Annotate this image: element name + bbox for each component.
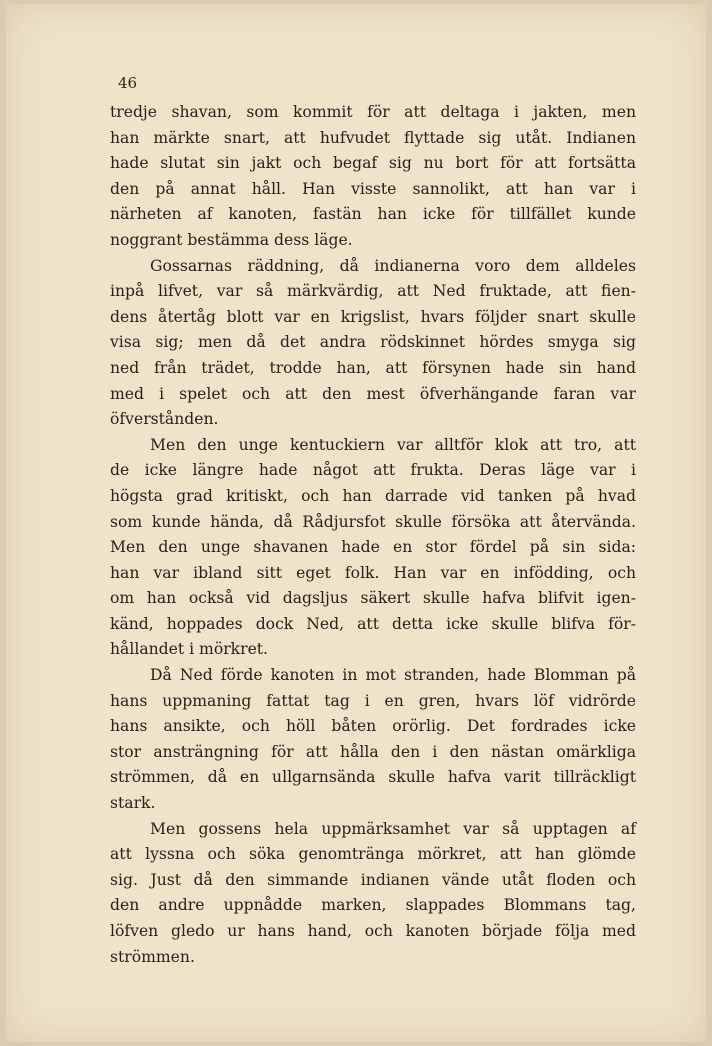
text-line: om han också vid dagsljus säkert skulle hafva blifvit igen- <box>110 589 636 608</box>
paragraph <box>110 254 636 433</box>
paragraph <box>110 817 636 971</box>
text-line: stor ansträngning för att hålla den i den nästan omärkliga <box>110 742 636 761</box>
text-line: hans ansikte, och höll båten orörlig. Det fordrades icke <box>110 717 636 736</box>
text-line: de icke längre hade något att frukta. Deras läge var i <box>110 461 636 480</box>
text-line: med i spelet och att den mest öfverhängande faran var <box>110 384 636 403</box>
text-line: dens återtåg blott var en krigslist, hvars följder snart skulle <box>110 307 636 326</box>
text-line: Men gossens hela uppmärksamhet var så upptagen af <box>150 819 636 838</box>
text-line: hållandet i mörkret. <box>110 640 269 659</box>
text-line: Men den unge shavanen hade en stor fördel på sin sida: <box>110 538 636 557</box>
text-line: öfverstånden. <box>110 410 219 429</box>
text-line: löfven gledo ur hans hand, och kanoten började följa med <box>110 922 636 940</box>
paragraph <box>110 100 636 254</box>
text-line: Men den unge kentuckiern var alltför klok att tro, att <box>150 435 636 454</box>
text-line: närheten af kanoten, fastän han icke för tillfället kunde <box>110 205 636 224</box>
text-line: han märkte snart, att hufvudet flyttade sig utåt. Indianen <box>110 128 636 147</box>
body-text <box>110 100 636 970</box>
text-line: visa sig; men då det andra rödskinnet hördes smyga sig <box>110 333 636 352</box>
paragraph <box>110 663 636 817</box>
text-line: Gossarnas räddning, då indianerna voro dem alldeles <box>150 256 636 275</box>
text-line: tredje shavan, som kommit för att deltaga i jakten, men <box>110 103 636 121</box>
text-line: inpå lifvet, var så märkvärdig, att Ned fruktade, att fien- <box>110 282 636 301</box>
text-line: han var ibland sitt eget folk. Han var en infödding, och <box>110 563 636 582</box>
text-line: stark. <box>110 794 156 813</box>
text-line: känd, hoppades dock Ned, att detta icke skulle blifva för- <box>110 614 636 633</box>
text-line: Då Ned förde kanoten in mot stranden, hade Blomman på <box>150 666 636 685</box>
paragraph <box>110 433 636 663</box>
page-number: 46 <box>118 74 138 92</box>
text-line: att lyssna och söka genomtränga mörkret, att han glömde <box>110 845 636 864</box>
text-line: hans uppmaning fattat tag i en gren, hvars löf vidrörde <box>110 691 636 710</box>
text-line: hade slutat sin jakt och begaf sig nu bort för att fortsätta <box>110 154 636 173</box>
text-line: ned från trädet, trodde han, att försynen hade sin hand <box>110 358 636 377</box>
text-line: den på annat håll. Han visste sannolikt, att han var i <box>110 179 636 198</box>
text-line: som kunde hända, då Rådjursfot skulle försöka att återvända. <box>110 512 636 531</box>
text-line: högsta grad kritiskt, och han darrade vid tanken på hvad <box>110 486 636 505</box>
book-page <box>6 4 706 1042</box>
text-line: strömmen. <box>110 947 195 966</box>
text-line: sig. Just då den simmande indianen vände utåt floden och <box>110 870 636 889</box>
text-line: noggrant bestämma dess läge. <box>110 230 353 249</box>
text-line: strömmen, då en ullgarnsända skulle hafva varit tillräckligt <box>110 768 636 787</box>
text-line: den andre uppnådde marken, slappades Blommans tag, <box>110 896 636 915</box>
